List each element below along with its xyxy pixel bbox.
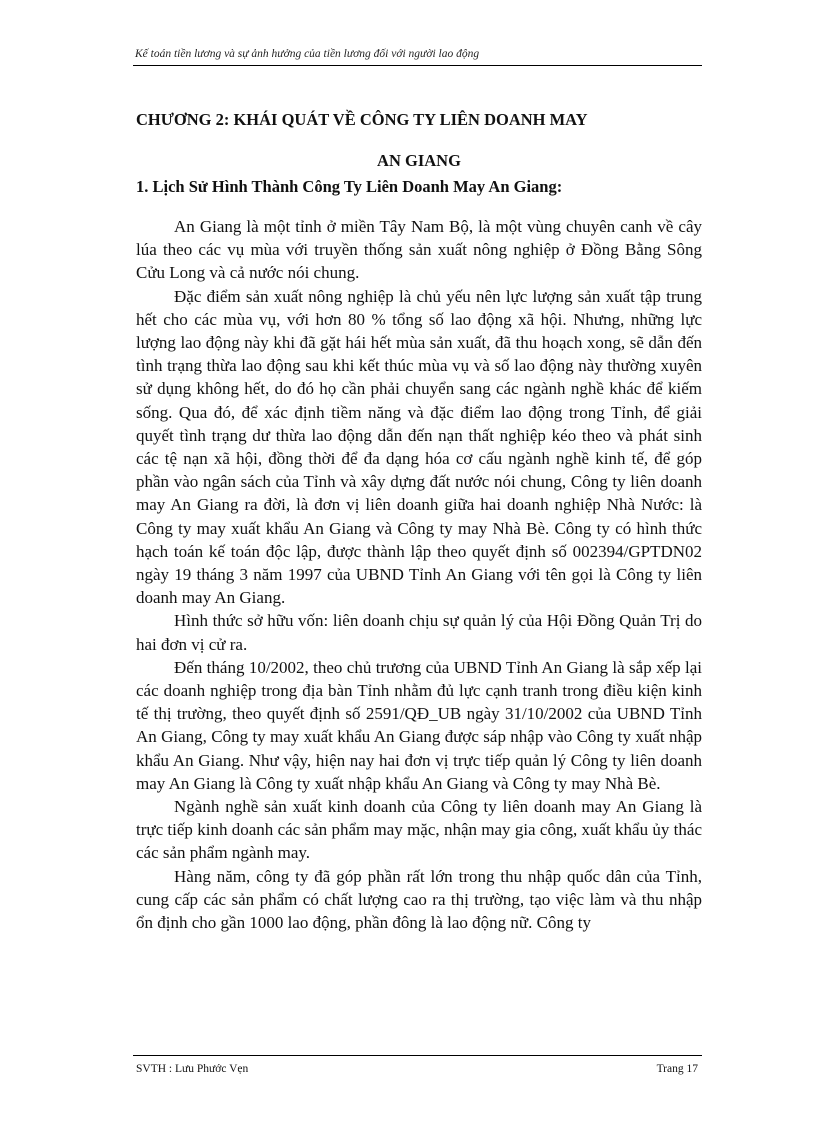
footer-author: SVTH : Lưu Phước Vẹn bbox=[136, 1063, 249, 1075]
footer-divider bbox=[133, 1055, 702, 1056]
paragraph-1: An Giang là một tỉnh ở miền Tây Nam Bộ, là một vùng chuyên canh về cây lúa theo các vụ mùa với truyền thống sản xuất nông nghiệp ở Đồng Bằng Sông Cửu Long và cả nước nói chung. bbox=[136, 217, 702, 283]
running-header: Kế toán tiền lương và sự ảnh hưởng của tiền lương đối với người lao động bbox=[135, 48, 480, 60]
section-heading: 1. Lịch Sử Hình Thành Công Ty Liên Doanh May An Giang: bbox=[136, 177, 563, 196]
paragraph-6: Hàng năm, công ty đã góp phần rất lớn trong thu nhập quốc dân của Tỉnh, cung cấp các sản phẩm có chất lượng cao ra thị trường, tạo việc làm và thu nhập ổn định cho gần 1000 lao động, phần đông là lao động nữ. Công ty bbox=[136, 866, 702, 933]
page-number: Trang 17 bbox=[656, 1063, 698, 1075]
paragraph-2: Đặc điểm sản xuất nông nghiệp là chủ yếu nên lực lượng sản xuất tập trung hết cho các mùa vụ, với hơn 80 % tổng số lao động xã hội. Nhưng, những lực lượng lao động này khi đã gặt hái hết mùa sản xuất, đã thu hoạch xong, sẽ dẫn đến tình trạng thừa lao động sau khi kết thúc mùa vụ và số lao động này thường xuyên sử dụng không hết, do đó họ cần phải chuyển sang các ngành nghề khác để kiếm sống. Qua đó, để xác định tiềm năng và đặc điểm lao động trong Tỉnh, để giải quyết tình trạng dư thừa lao động dẫn đến nạn thất nghiệp kéo theo và phát sinh các tệ nạn xã hội, đồng thời để đa dạng hóa cơ cấu ngành nghề kinh tế, để góp phần vào ngân sách của Tỉnh và xây dựng đất nước nói chung, Công ty liên doanh may An Giang ra đời, là đơn vị liên doanh giữa hai doanh nghiệp Nhà Nước: là Công ty may xuất khẩu An Giang và Công ty may Nhà Bè. Công ty có hình thức hạch toán kế toán độc lập, được thành lập theo quyết định số 002394/GPTDN02 ngày 19 tháng 3 năm 1997 của UBND Tỉnh An Giang với tên gọi là Công ty liên doanh may An Giang. bbox=[136, 286, 702, 608]
chapter-title-line-2: AN GIANG bbox=[377, 151, 461, 170]
paragraph-3: Hình thức sở hữu vốn: liên doanh chịu sự quản lý của Hội Đồng Quản Trị do hai đơn vị cử ra. bbox=[136, 611, 702, 654]
header-divider bbox=[133, 65, 702, 66]
chapter-title-line-1: CHƯƠNG 2: KHÁI QUÁT VỀ CÔNG TY LIÊN DOANH MAY bbox=[136, 110, 588, 129]
paragraph-5: Ngành nghề sản xuất kinh doanh của Công ty liên doanh may An Giang là trực tiếp kinh doanh các sản phẩm may mặc, nhận may gia công, xuất khẩu ủy thác các sản phẩm ngành may. bbox=[136, 797, 702, 863]
page-content bbox=[136, 110, 702, 934]
paragraph-4: Đến tháng 10/2002, theo chủ trương của UBND Tỉnh An Giang là sắp xếp lại các doanh nghiệp trong địa bàn Tỉnh nhằm đủ lực cạnh tranh trong điều kiện kinh tế thị trường, theo quyết định số 2591/QĐ_UB ngày 31/10/2002 của UBND Tỉnh An Giang, Công ty may xuất khẩu An Giang được sáp nhập vào Công ty xuất nhập khẩu An Giang. Như vậy, hiện nay hai đơn vị trực tiếp quản lý Công ty liên doanh may An Giang là Công ty xuất nhập khẩu An Giang và Công ty may Nhà Bè. bbox=[136, 657, 702, 793]
body-text bbox=[136, 215, 702, 934]
